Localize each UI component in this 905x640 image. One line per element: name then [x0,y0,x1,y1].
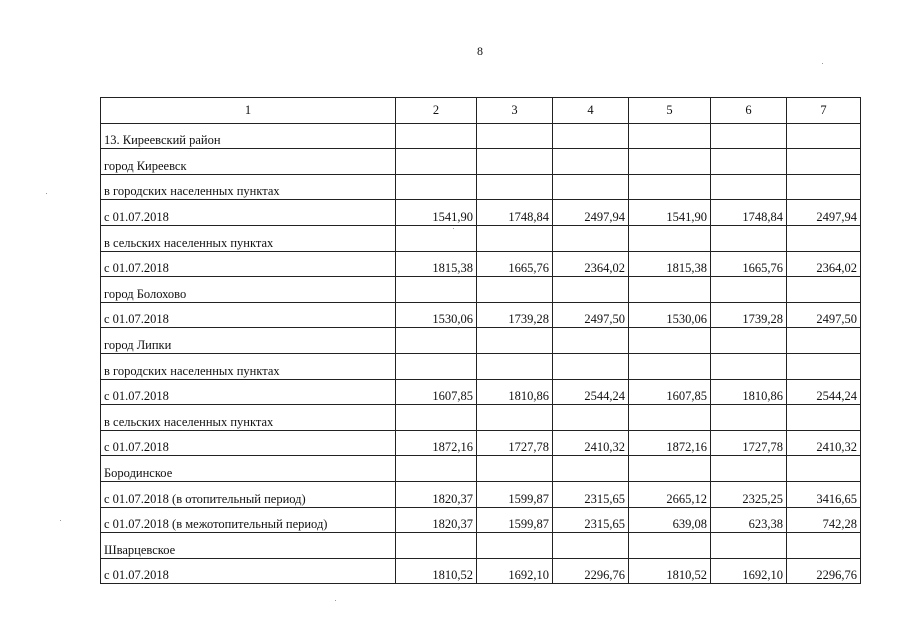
row-label-cell: город Киреевск [101,149,396,175]
table-row [101,558,861,584]
value-cell [396,353,477,379]
value-cell: 1739,28 [711,302,787,328]
row-label-cell: город Липки [101,328,396,354]
row-label-cell: в городских населенных пунктах [101,174,396,200]
value-cell: 1665,76 [477,251,553,277]
value-cell: 1692,10 [711,558,787,584]
table-header-row [101,98,861,124]
value-cell: 3416,65 [787,481,861,507]
value-cell: 2410,32 [787,430,861,456]
value-cell: 1820,37 [396,481,477,507]
value-cell: 2497,50 [787,302,861,328]
value-cell [787,174,861,200]
scan-speck [822,63,823,64]
value-cell: 1727,78 [477,430,553,456]
value-cell [396,328,477,354]
column-header: 6 [711,98,787,124]
row-label-cell: в сельских населенных пунктах [101,405,396,431]
value-cell [553,225,629,251]
value-cell [629,123,711,149]
value-cell [629,225,711,251]
value-cell [553,405,629,431]
value-cell: 2544,24 [553,379,629,405]
value-cell [787,149,861,175]
table-row [101,149,861,175]
value-cell [396,149,477,175]
scan-speck [60,520,61,521]
column-header: 4 [553,98,629,124]
value-cell [787,533,861,559]
tariff-table [100,97,861,584]
value-cell [787,123,861,149]
row-label-cell: с 01.07.2018 [101,251,396,277]
value-cell: 1748,84 [711,200,787,226]
table-row [101,302,861,328]
value-cell: 623,38 [711,507,787,533]
table-row [101,507,861,533]
value-cell: 1541,90 [629,200,711,226]
value-cell [477,123,553,149]
column-header: 7 [787,98,861,124]
value-cell: 1530,06 [629,302,711,328]
value-cell [711,225,787,251]
table-row [101,174,861,200]
table-row [101,277,861,303]
value-cell: 1748,84 [477,200,553,226]
table-row [101,251,861,277]
value-cell: 639,08 [629,507,711,533]
column-header: 2 [396,98,477,124]
value-cell [396,533,477,559]
value-cell [553,353,629,379]
row-label-cell: с 01.07.2018 (в отопительный период) [101,481,396,507]
value-cell [629,456,711,482]
row-label-cell: в сельских населенных пунктах [101,225,396,251]
value-cell: 2315,65 [553,481,629,507]
row-label-cell: с 01.07.2018 [101,379,396,405]
page-number: 8 [477,44,483,58]
value-cell: 1692,10 [477,558,553,584]
scan-speck [46,193,47,194]
table-row [101,123,861,149]
value-cell [477,149,553,175]
value-cell [711,328,787,354]
table-row [101,481,861,507]
column-header: 1 [101,98,396,124]
value-cell [477,328,553,354]
value-cell [477,353,553,379]
value-cell [787,353,861,379]
value-cell: 1599,87 [477,507,553,533]
value-cell [787,456,861,482]
value-cell: 1599,87 [477,481,553,507]
value-cell: 1665,76 [711,251,787,277]
value-cell: 2497,94 [553,200,629,226]
value-cell [711,533,787,559]
table-row [101,200,861,226]
value-cell [477,225,553,251]
value-cell [629,405,711,431]
row-label-cell: Бородинское [101,456,396,482]
value-cell [553,174,629,200]
value-cell: 1810,52 [396,558,477,584]
table-row [101,533,861,559]
column-header: 3 [477,98,553,124]
value-cell [553,149,629,175]
table-body [101,123,861,584]
value-cell [629,174,711,200]
value-cell: 2296,76 [787,558,861,584]
value-cell: 1872,16 [396,430,477,456]
value-cell: 1727,78 [711,430,787,456]
table-row [101,379,861,405]
value-cell: 1810,52 [629,558,711,584]
value-cell [711,277,787,303]
value-cell: 1541,90 [396,200,477,226]
value-cell: 2325,25 [711,481,787,507]
value-cell: 2410,32 [553,430,629,456]
table-row [101,225,861,251]
value-cell: 2497,50 [553,302,629,328]
value-cell: 2315,65 [553,507,629,533]
value-cell [629,328,711,354]
scan-speck [453,228,454,229]
row-label-cell: с 01.07.2018 [101,302,396,328]
value-cell [629,533,711,559]
row-label-cell: с 01.07.2018 [101,430,396,456]
row-label-cell: с 01.07.2018 (в межотопительный период) [101,507,396,533]
value-cell: 2497,94 [787,200,861,226]
value-cell: 2364,02 [553,251,629,277]
row-label-cell: город Болохово [101,277,396,303]
value-cell [553,456,629,482]
value-cell [396,123,477,149]
value-cell [787,225,861,251]
table-row [101,328,861,354]
row-label-cell: с 01.07.2018 [101,200,396,226]
value-cell [477,405,553,431]
value-cell: 1872,16 [629,430,711,456]
value-cell: 2544,24 [787,379,861,405]
value-cell: 2364,02 [787,251,861,277]
value-cell [711,123,787,149]
table-row [101,405,861,431]
value-cell: 1815,38 [629,251,711,277]
value-cell: 1815,38 [396,251,477,277]
value-cell: 742,28 [787,507,861,533]
value-cell [553,328,629,354]
value-cell [629,277,711,303]
row-label-cell: 13. Киреевский район [101,123,396,149]
value-cell: 2296,76 [553,558,629,584]
column-header: 5 [629,98,711,124]
value-cell [629,353,711,379]
row-label-cell: с 01.07.2018 [101,558,396,584]
value-cell: 1607,85 [629,379,711,405]
row-label-cell: Шварцевское [101,533,396,559]
value-cell: 1607,85 [396,379,477,405]
value-cell: 1739,28 [477,302,553,328]
value-cell: 1820,37 [396,507,477,533]
value-cell [396,225,477,251]
value-cell [553,123,629,149]
value-cell [787,328,861,354]
value-cell [396,277,477,303]
value-cell [711,353,787,379]
value-cell [396,174,477,200]
table-row [101,353,861,379]
value-cell [553,533,629,559]
value-cell [711,456,787,482]
value-cell [477,456,553,482]
value-cell [396,405,477,431]
value-cell [711,405,787,431]
value-cell [477,533,553,559]
value-cell [477,277,553,303]
table-row [101,430,861,456]
value-cell [629,149,711,175]
scan-speck [335,600,336,601]
value-cell: 1810,86 [477,379,553,405]
value-cell [787,405,861,431]
value-cell [396,456,477,482]
value-cell [711,174,787,200]
value-cell [711,149,787,175]
value-cell [787,277,861,303]
value-cell: 1530,06 [396,302,477,328]
value-cell [553,277,629,303]
table-row [101,456,861,482]
value-cell: 1810,86 [711,379,787,405]
row-label-cell: в городских населенных пунктах [101,353,396,379]
value-cell [477,174,553,200]
value-cell: 2665,12 [629,481,711,507]
